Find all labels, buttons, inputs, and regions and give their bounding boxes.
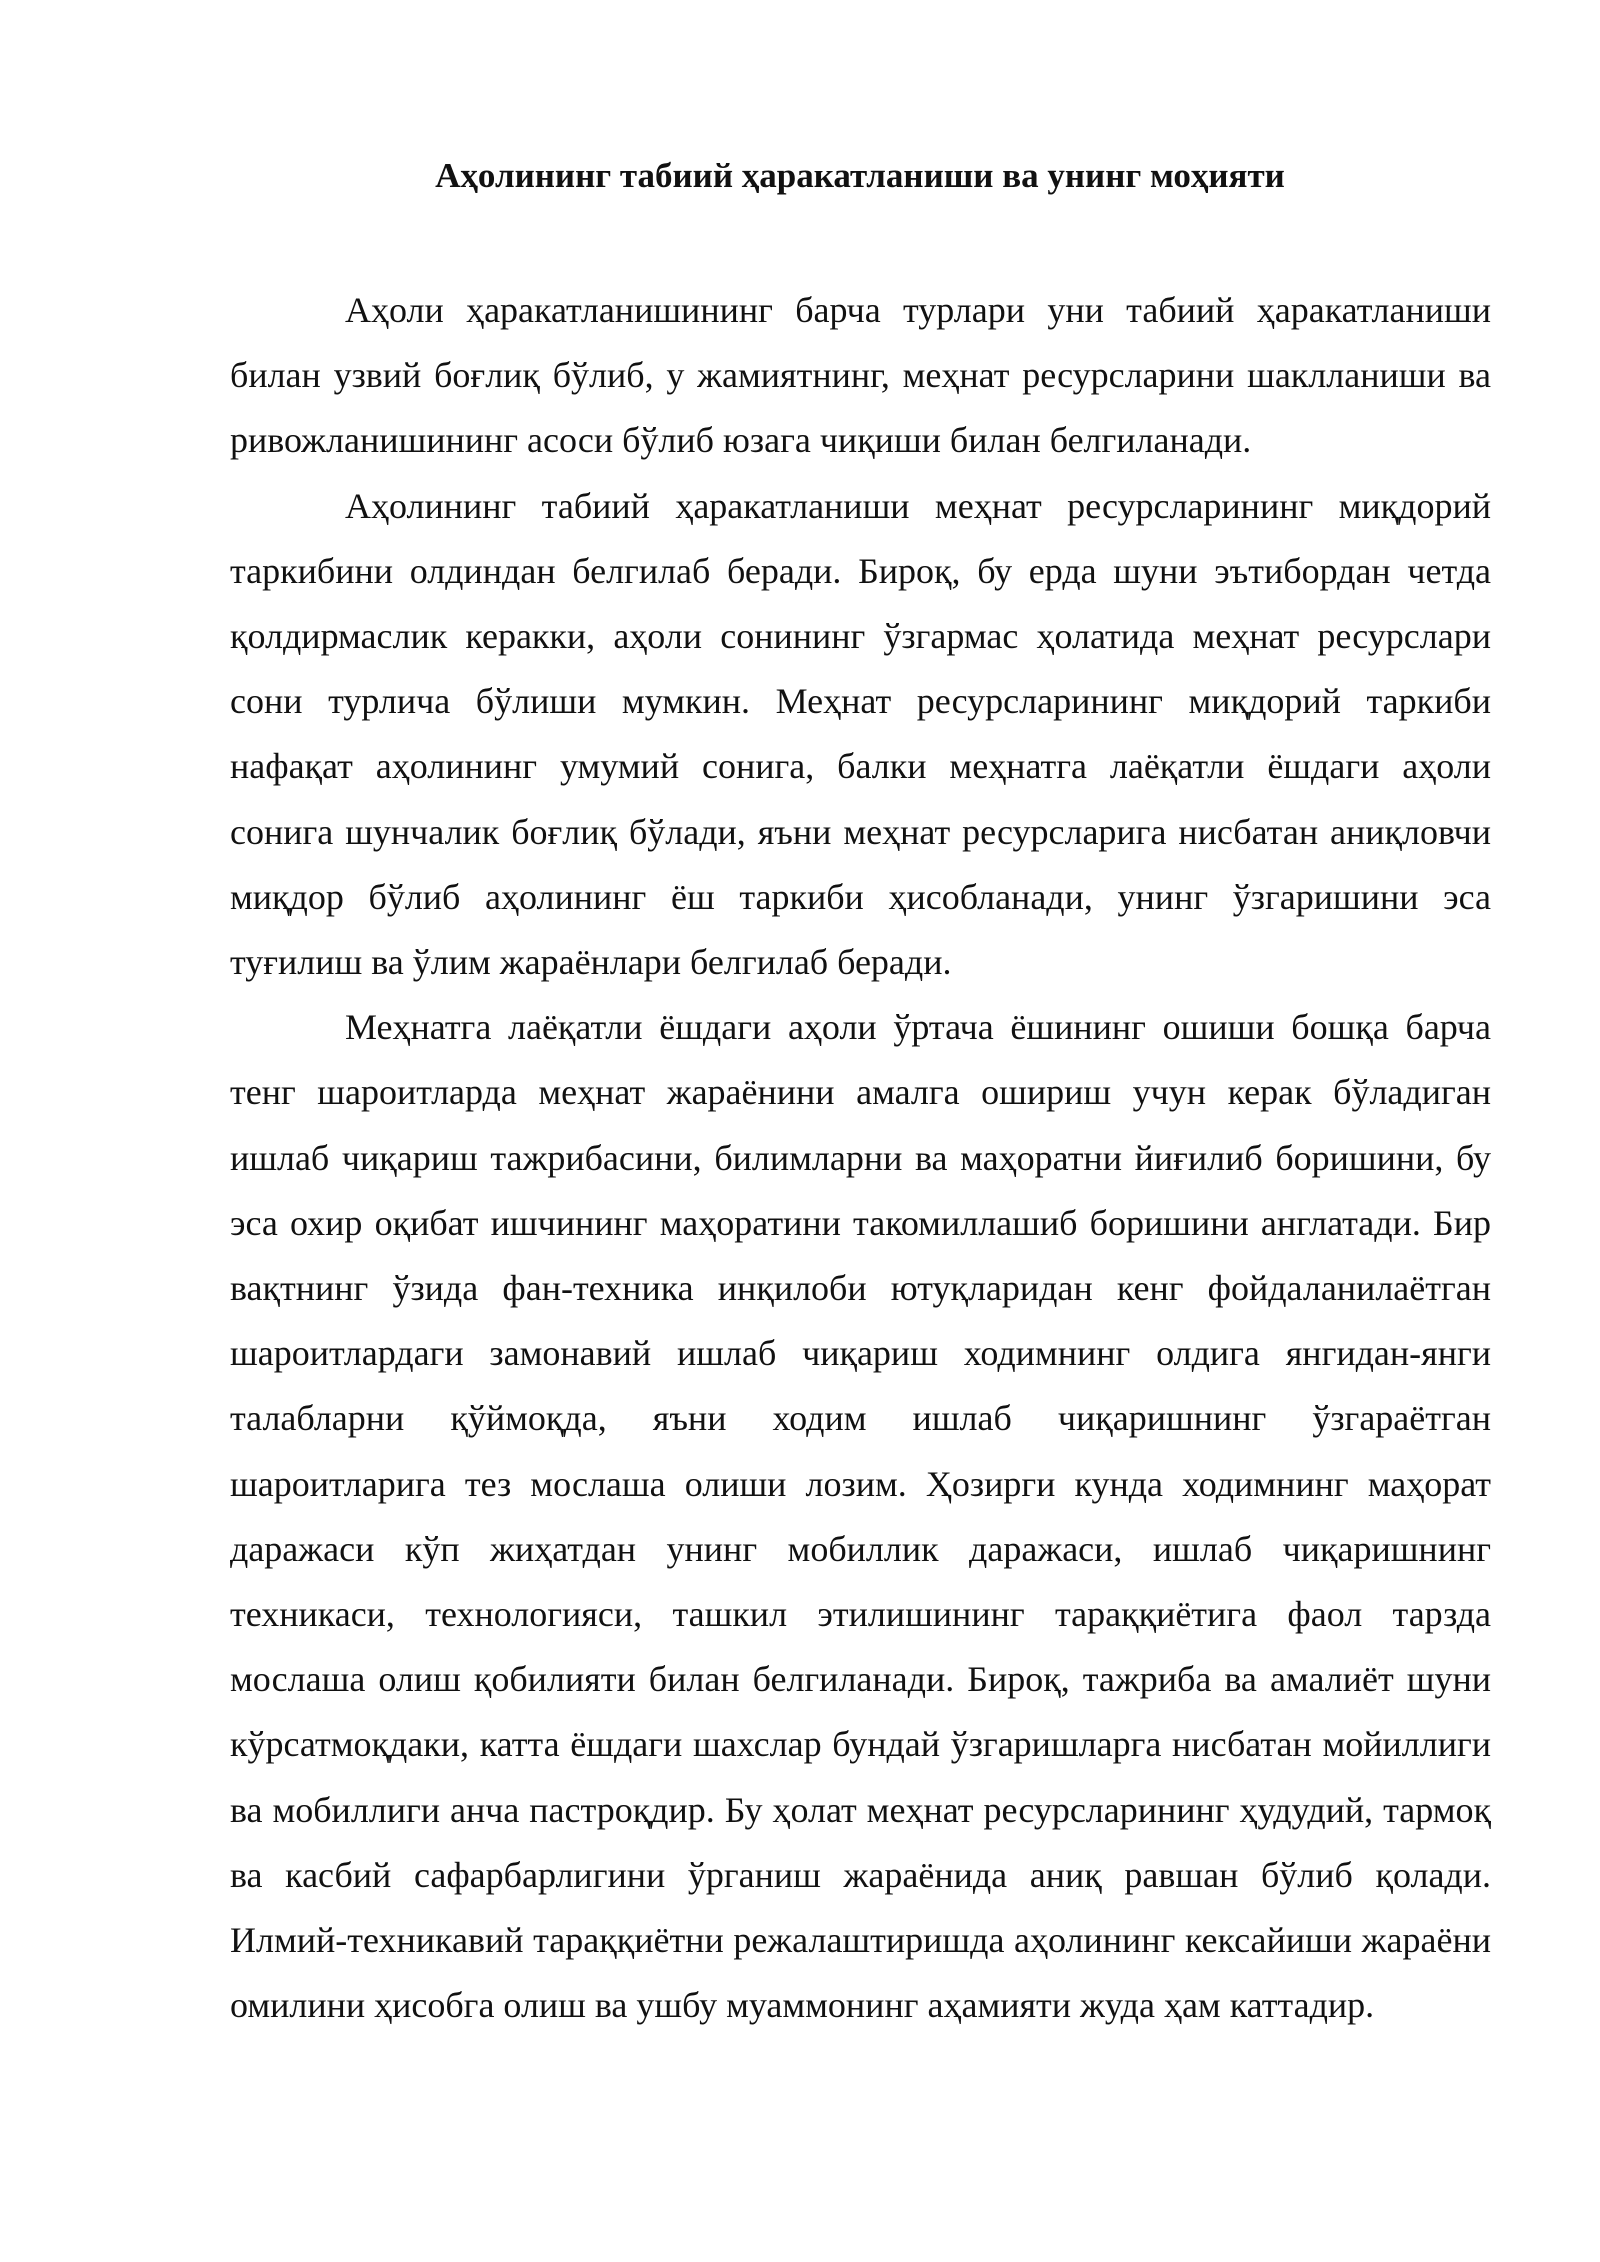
paragraph-2: Аҳолининг табиий ҳаракатланиши меҳнат ресурсларининг миқдорий таркибини олдиндан белгилаб беради. Бироқ, бу ерда шуни эътибордан четда қолдирмаслик керакки, аҳоли сонининг ўзгармас ҳолатида меҳнат ресурслари сони турлича бўлиши мумкин. Меҳнат ресурсларининг миқдорий таркиби нафақат аҳолининг умумий сонига, балки меҳнатга лаёқатли ёшдаги аҳоли сонига шунчалик боғлиқ бўлади, яъни меҳнат ресурсларига нисбатан аниқловчи миқдор бўлиб аҳолининг ёш таркиби ҳисобланади, унинг ўзгаришини эса туғилиш ва ўлим жараёнлари белгилаб беради. [230, 485, 1491, 983]
paragraph-1: Аҳоли ҳаракатланишининг барча турлари уни табиий ҳаракатланиши билан узвий боғлиқ бўлиб, у жамиятнинг, меҳнат ресурсларини шаклланиши ва ривожланишининг асоси бўлиб юзага чиқиши билан белгиланади. [230, 290, 1491, 461]
document-title: Аҳолининг табиий ҳаракатланиши ва унинг моҳияти [435, 156, 1285, 195]
paragraph-3: Меҳнатга лаёқатли ёшдаги аҳоли ўртача ёшининг ошиши бошқа барча тенг шароитларда меҳнат жараёнини амалга ошириш учун керак бўладиган ишлаб чиқариш тажрибасини, билимларни ва маҳоратни йиғилиб боришини, бу эса охир оқибат ишчининг маҳоратини такомиллашиб боришини англатади. Бир вақтнинг ўзида фан-техника инқилоби ютуқларидан кенг фойдаланилаётган шароитлардаги замонавий ишлаб чиқариш ходимнинг олдига янгидан-янги талабларни қўймоқда, яъни ходим ишлаб чиқаришнинг ўзгараётган шароитларига тез мослаша олиши лозим. Ҳозирги кунда ходимнинг маҳорат даражаси кўп жиҳатдан унинг мобиллик даражаси, ишлаб чиқаришнинг техникаси, технологияси, ташкил этилишининг тараққиётига фаол тарзда мослаша олиш қобилияти билан белгиланади. Бироқ, тажриба ва амалиёт шуни кўрсатмоқдаки, катта ёшдаги шахслар бундай ўзгаришларга нисбатан мойиллиги ва мобиллиги анча пастроқдир. Бу ҳолат меҳнат ресурсларининг ҳудудий, тармоқ ва касбий сафарбарлигини ўрганиш жараёнида аниқ равшан бўлиб қолади. Илмий-техникавий тараққиётни режалаштиришда аҳолининг кексайиши жараёни омилини ҳисобга олиш ва ушбу муаммонинг аҳамияти жуда ҳам каттадир. [230, 1007, 1491, 2026]
document-body [230, 278, 1491, 2038]
